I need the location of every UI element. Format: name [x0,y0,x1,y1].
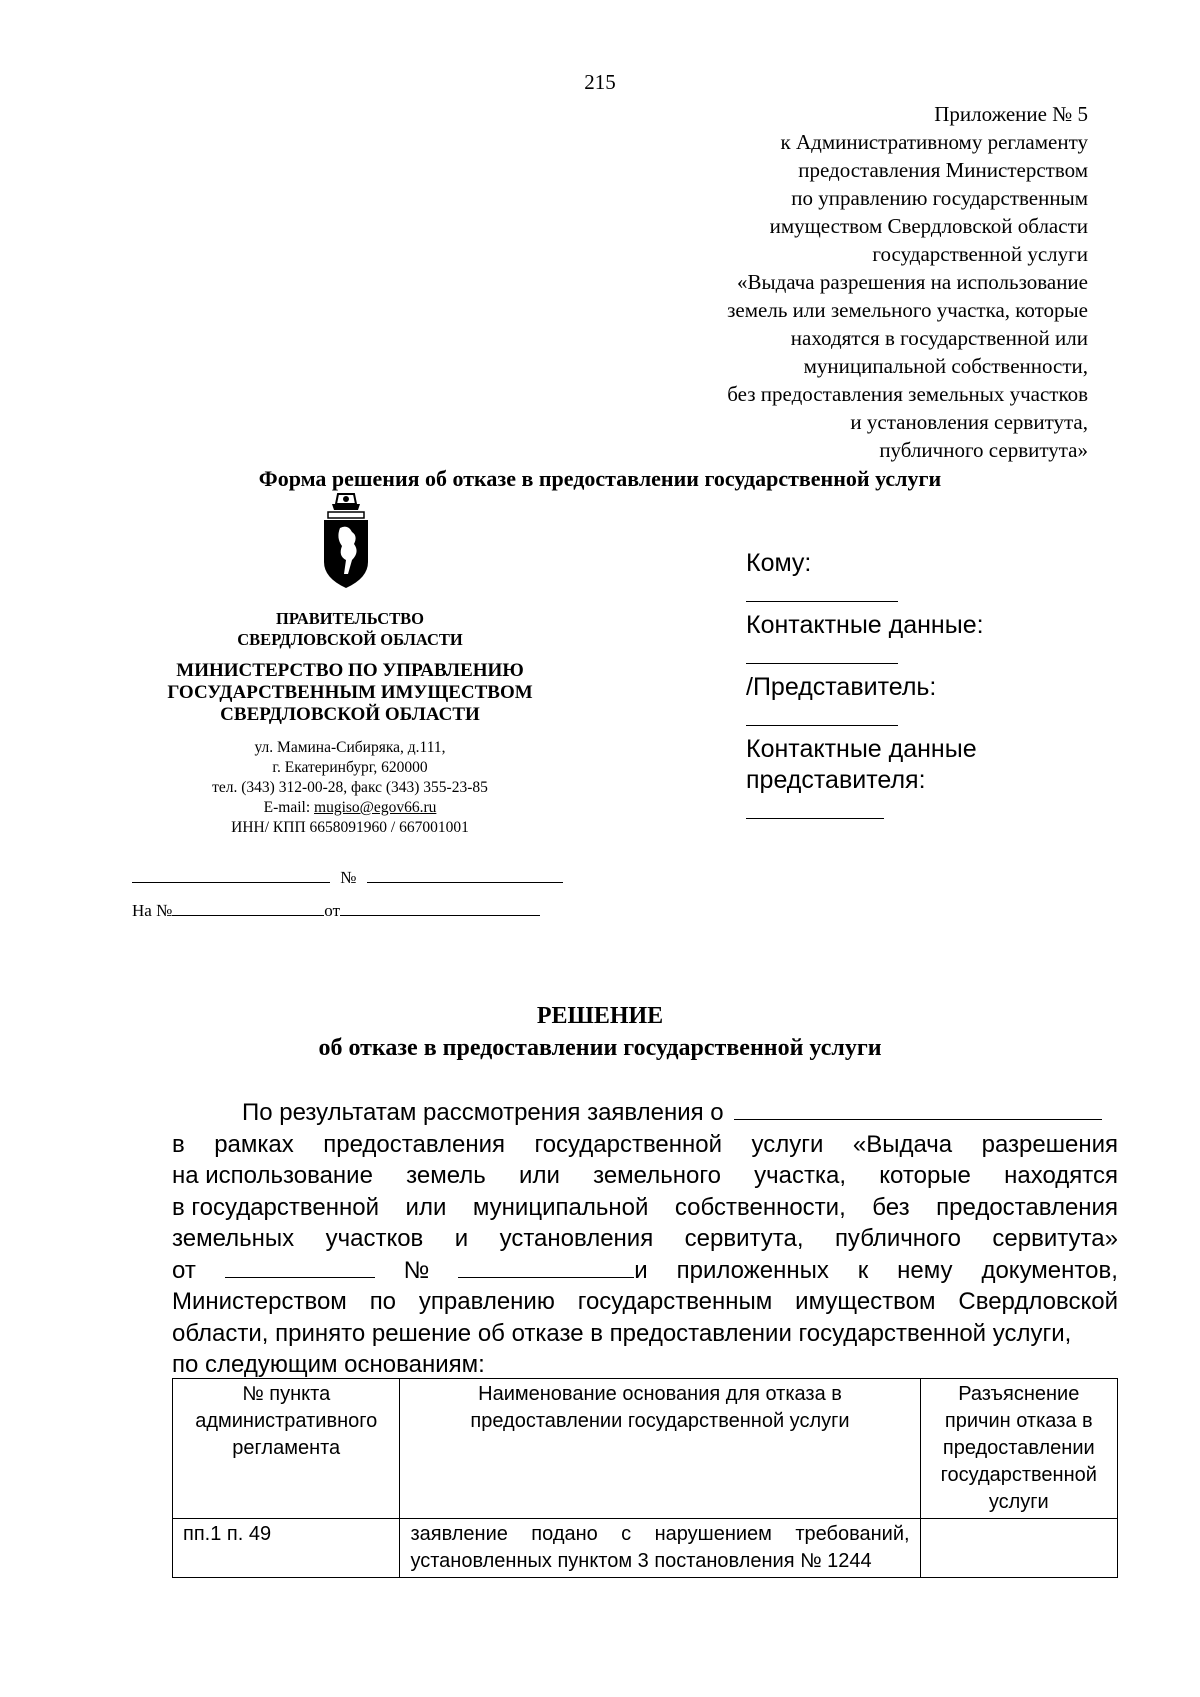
decision-title: РЕШЕНИЕ [536,1003,664,1029]
body-line-9: по следующим основаниям: [172,1351,485,1378]
body-line-5 [172,1223,1118,1255]
appendix-line: земель или земельного участка, которые [727,298,1088,322]
appendix-line: к Административному регламенту [780,130,1088,154]
body-word: или [405,1193,447,1221]
ministry-name: МИНИСТЕРСТВО ПО УПРАВЛЕНИЮ ГОСУДАРСТВЕННЫМ ИМУЩЕСТВОМ СВЕРДЛОВСКОЙ ОБЛАСТИ [167,660,533,725]
body-word: земель [406,1162,486,1189]
body-word: управлению [418,1288,555,1315]
body-word: которые [879,1162,971,1189]
reference-number-blank [172,893,324,916]
body-word: участка, [754,1162,847,1189]
body-word: или [519,1162,560,1189]
refusal-grounds-table [172,1378,1118,1578]
rep-contacts-label: Контактные данные представителя: [746,735,977,794]
government-name: ПРАВИТЕЛЬСТВО СВЕРДЛОВСКОЙ ОБЛАСТИ [237,609,463,649]
email-line: E-mail: mugiso@egov66.ru [263,799,437,816]
body-word: муниципальной [472,1193,649,1221]
header-point-number: № пункта административного регламента [173,1379,400,1519]
appendix-line: и установления сервитута, [850,410,1088,434]
sverdlovsk-coat-of-arms-icon [318,490,374,590]
body-word: по [369,1288,397,1315]
contacts-blank [746,641,898,664]
body-word: предоставления [936,1193,1118,1221]
body-word: разрешения [981,1130,1118,1158]
table-header-row [173,1379,1118,1519]
body-word: в [172,1130,185,1158]
ministry-address: ул. Мамина-Сибиряка, д.111, г. Екатеринбург, 620000 тел. (343) 312-00-28, факс (343) 355-23-85 E-mail: mugiso@egov66.ru ИНН/ КПП 6658091960 / 667001001 [130,738,570,838]
body-line-2 [172,1129,1118,1161]
body-word: в государственной [172,1193,379,1221]
appendix-header [568,100,1088,464]
appendix-line: Приложение № 5 [934,102,1088,126]
page-number: 215 [584,70,616,94]
application-number-blank [458,1255,634,1278]
appendix-line: государственной услуги [872,242,1088,266]
body-word: государственным [577,1288,773,1315]
outgoing-number-line: № [132,860,563,888]
cell-explanation [920,1519,1117,1578]
body-word: установления [499,1225,654,1252]
outgoing-date-blank [132,860,330,883]
rep-contacts-blank [746,796,884,819]
reference-date-blank [340,893,540,916]
email-link[interactable]: mugiso@egov66.ru [314,799,437,816]
body-word: собственности, [674,1193,846,1221]
representative-blank [746,703,898,726]
body-word: предоставления [323,1130,506,1158]
body-word: рамках [214,1130,294,1158]
appendix-line: по управлению государственным [791,186,1088,210]
body-line-7 [172,1286,1118,1318]
representative-label: /Представитель: [746,673,937,701]
table-row [173,1519,1118,1578]
body-word: Министерством [172,1288,347,1315]
outgoing-number-blank [367,860,563,883]
cell-reason: заявление подано с нарушением требований, установленных пунктом 3 постановления № 1244 [400,1519,920,1578]
cell-point: пп.1 п. 49 [173,1519,400,1578]
body-word: «Выдача [852,1130,953,1158]
body-word: услуги [751,1130,824,1158]
application-subject-blank [734,1097,1102,1120]
body-word: сервитута» [992,1225,1118,1252]
appendix-line: муниципальной собственности, [803,354,1088,378]
body-word: публичного [834,1225,961,1252]
decision-body [172,1097,1118,1381]
to-blank [746,579,898,602]
contacts-label: Контактные данные: [746,611,984,639]
body-line-3 [172,1160,1118,1192]
body-word: участков [325,1225,424,1252]
appendix-line: имуществом Свердловской области [769,214,1088,238]
application-date-blank [225,1255,375,1278]
organization-block [130,608,570,838]
body-word: государственной [534,1130,723,1158]
body-word: имуществом [795,1288,936,1315]
body-word: на использование [172,1162,373,1189]
recipient-block [746,548,1076,827]
body-line-4 [172,1192,1118,1224]
form-title: Форма решения об отказе в предоставлении государственной услуги [258,466,942,491]
body-word: Свердловской [958,1288,1118,1315]
appendix-line: предоставления Министерством [798,158,1088,182]
appendix-line: «Выдача разрешения на использование [736,270,1088,294]
appendix-line: без предоставления земельных участков [727,382,1088,406]
decision-subtitle: об отказе в предоставлении государственной услуги [318,1035,882,1061]
body-word: находятся [1004,1162,1118,1189]
body-line-8: области, принято решение об отказе в предоставлении государственной услуги, [172,1319,1072,1347]
header-explanation: Разъяснение причин отказа в предоставлении государственной услуги [920,1379,1117,1519]
reference-number-line: На № от [132,893,540,921]
body-word: без [872,1193,910,1221]
body-word: земельного [593,1162,721,1189]
body-word: и [454,1225,469,1252]
to-label: Кому: [746,549,812,577]
body-word: сервитута, [684,1225,804,1252]
appendix-line: публичного сервитута» [879,438,1088,462]
body-line-1: По результатам рассмотрения заявления о [172,1097,1118,1129]
body-line-6: от № и приложенных к нему документов, [172,1256,1118,1284]
header-reason: Наименование основания для отказа в предоставлении государственной услуги [400,1379,920,1519]
body-word: земельных [172,1225,295,1252]
appendix-line: находятся в государственной или [790,326,1088,350]
